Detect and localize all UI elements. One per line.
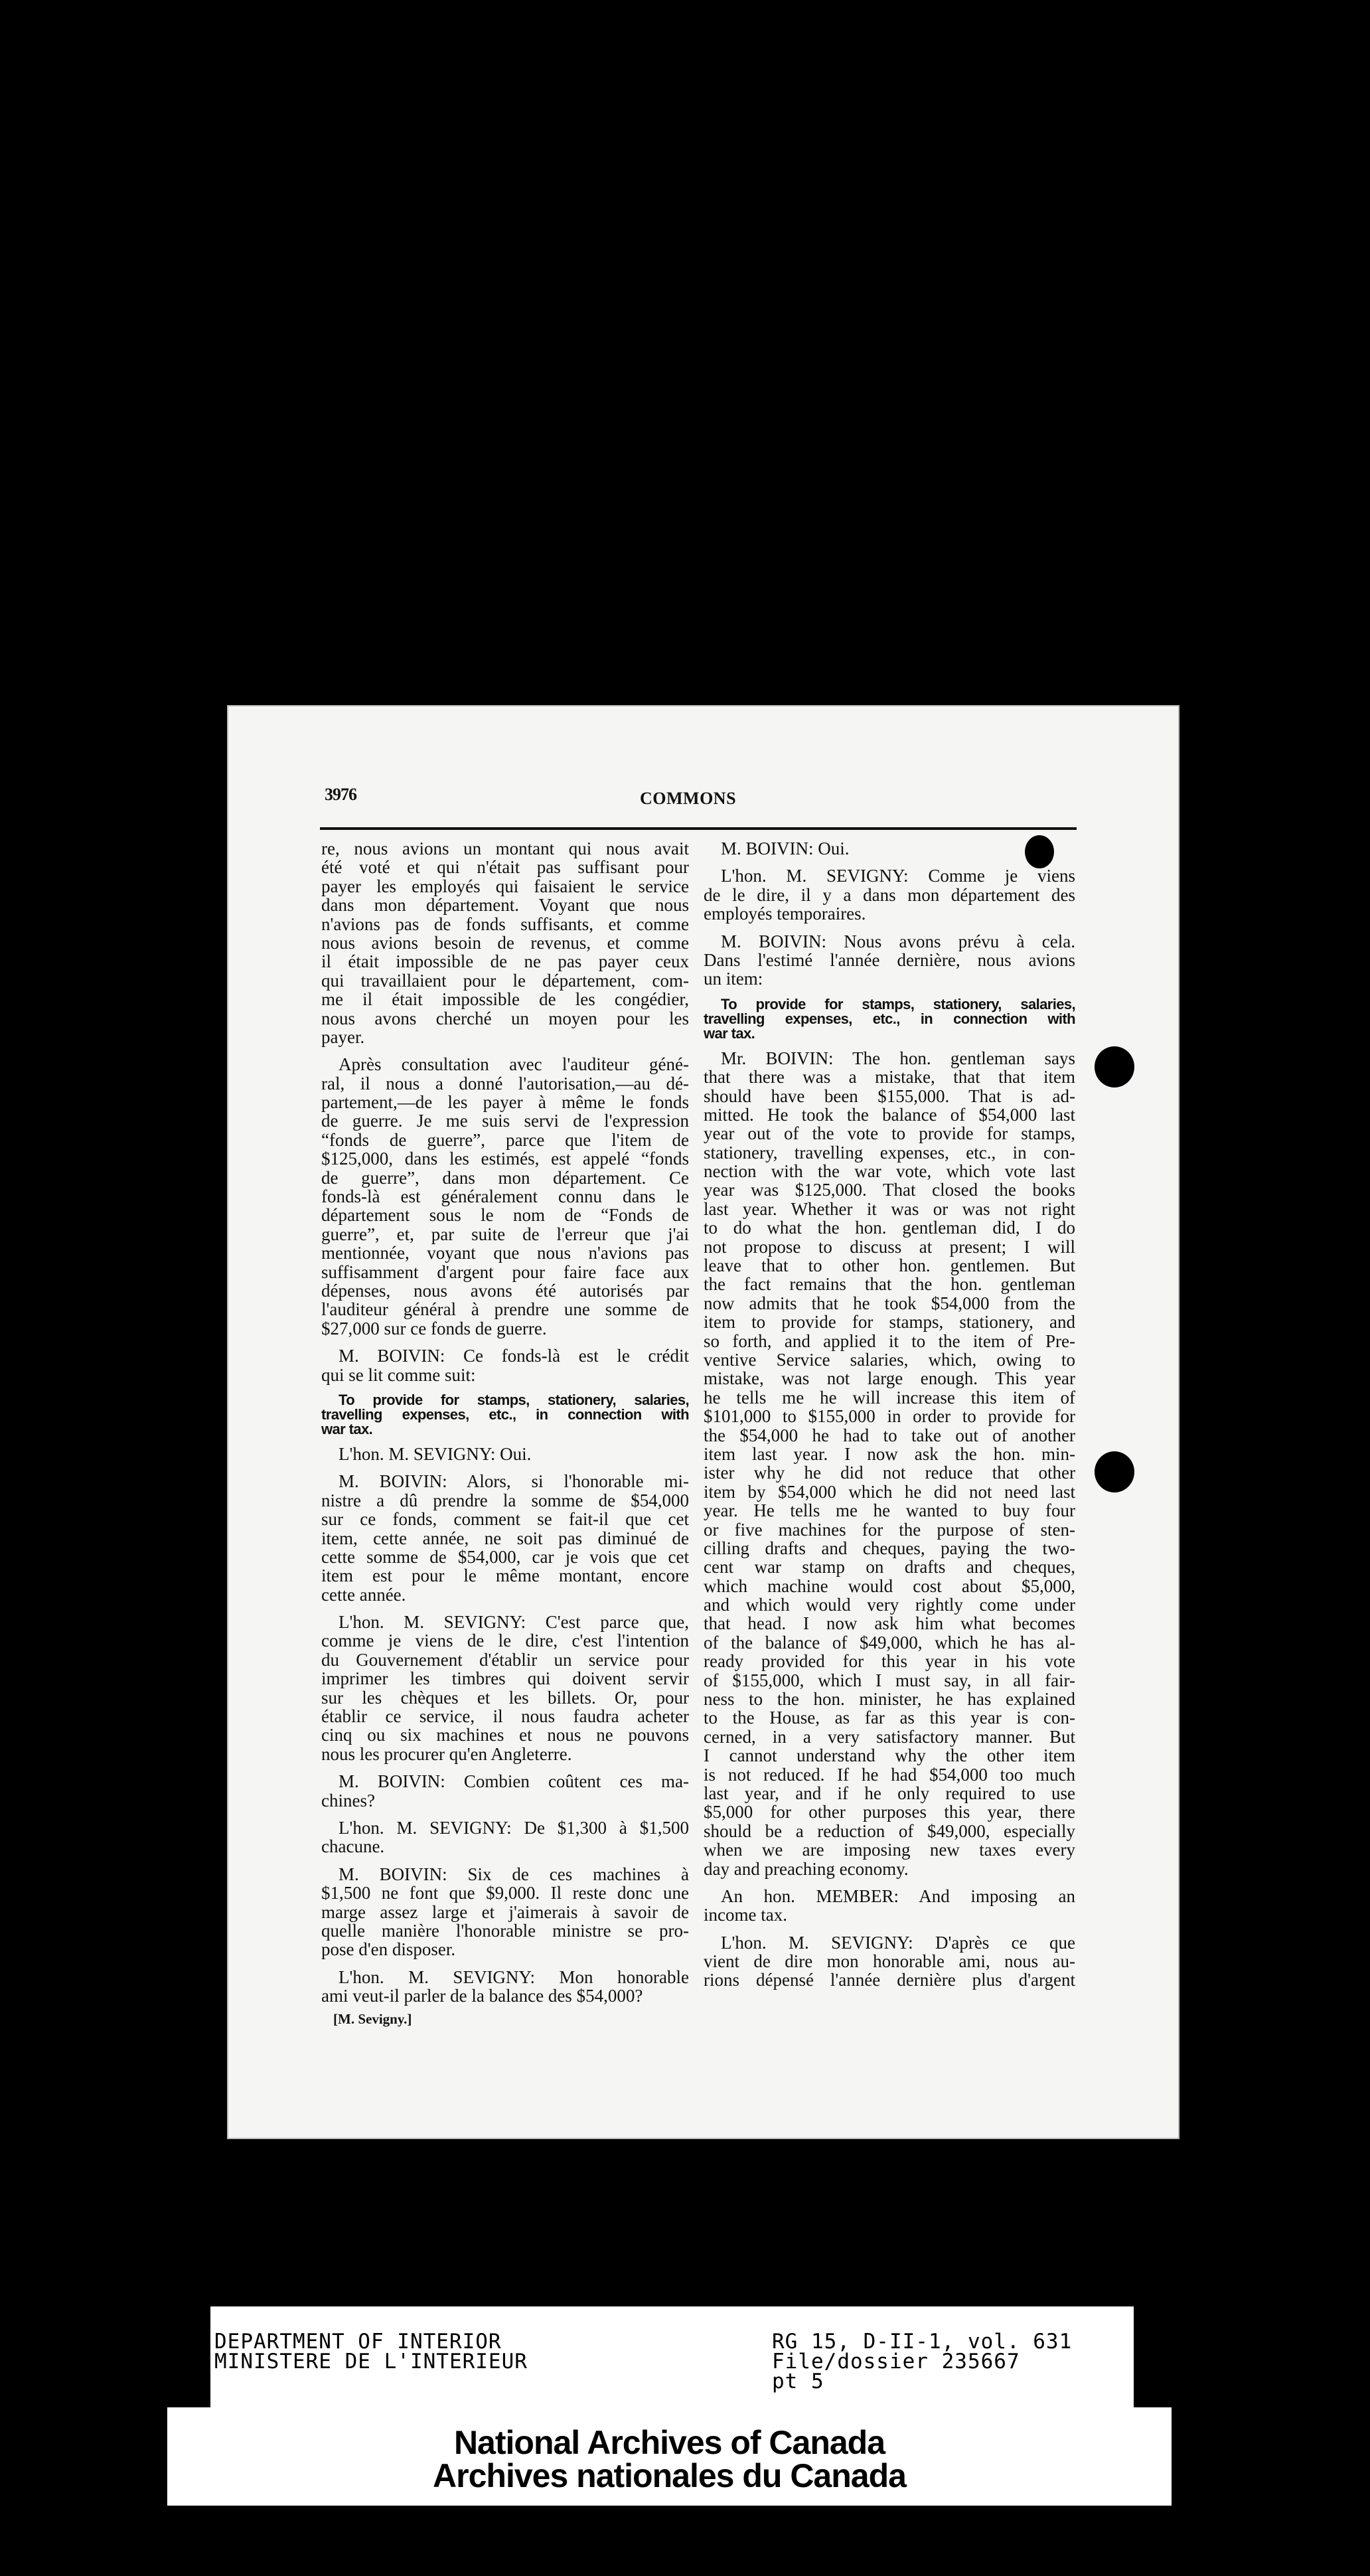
text-line: L'hon. M. SEVIGNY: Oui. bbox=[339, 1443, 532, 1464]
text-line: M. BOIVIN: Nous avons prévu à cela. bbox=[721, 931, 1075, 951]
paragraph bbox=[321, 1055, 689, 1338]
text-line: nection with the war vote, which vote last bbox=[704, 1161, 1075, 1182]
text-line: marge assez large et j'aimerais à savoir de bbox=[321, 1901, 689, 1922]
paragraph bbox=[321, 1613, 689, 1763]
banner-line-en: National Archives of Canada bbox=[453, 2424, 885, 2461]
text-line: L'hon. M. SEVIGNY: D'après ce que bbox=[721, 1932, 1075, 1953]
text-line: year was $125,000. That closed the books bbox=[704, 1180, 1075, 1200]
text-line: ister why he did not reduce that other bbox=[704, 1463, 1075, 1483]
text-line: travelling expenses, etc., in connection with bbox=[321, 1406, 689, 1423]
text-line: travelling expenses, etc., in connection with bbox=[704, 1010, 1075, 1027]
text-line: or five machines for the purpose of sten- bbox=[704, 1519, 1075, 1540]
archive-reference-label bbox=[210, 2306, 1134, 2407]
text-line: dépenses, nous avons été autorisés par bbox=[321, 1280, 689, 1301]
text-line: département sous le nom de “Fonds de bbox=[321, 1205, 689, 1226]
paragraph bbox=[704, 1933, 1075, 1990]
record-group-reference: RG 15, D-II-1, vol. 631 bbox=[772, 2330, 1073, 2354]
text-line: item to provide for stamps, stationery, and bbox=[704, 1312, 1075, 1332]
text-line: L'hon. M. SEVIGNY: Comme je viens bbox=[721, 866, 1075, 886]
text-line: item est pour le même montant, encore bbox=[321, 1566, 689, 1586]
text-line: Dans l'estimé l'année dernière, nous avions bbox=[704, 949, 1075, 970]
text-line: that there was a mistake, that that item bbox=[704, 1067, 1075, 1087]
text-line: of $155,000, which I must say, in all fair- bbox=[704, 1670, 1075, 1690]
text-line: fonds-là est généralement connu dans le bbox=[321, 1186, 689, 1207]
text-line: qui se lit comme suit: bbox=[321, 1364, 476, 1385]
paragraph bbox=[321, 839, 689, 1046]
text-line: year. He tells me he wanted to buy four bbox=[704, 1500, 1075, 1521]
paragraph bbox=[704, 1049, 1075, 1878]
paragraph bbox=[321, 1772, 689, 1810]
text-line: leave that to other hon. gentlemen. But bbox=[704, 1255, 1075, 1276]
speaker-footer-reference: [M. Sevigny.] bbox=[333, 2011, 412, 2028]
paragraph bbox=[704, 1887, 1075, 1925]
text-line: should be a reduction of $49,000, especially bbox=[704, 1820, 1075, 1841]
quoted-estimate-item bbox=[321, 1393, 689, 1437]
text-line: cette somme de $54,000, car je vois que cet bbox=[321, 1546, 689, 1567]
text-line: pose d'en disposer. bbox=[321, 1939, 456, 1960]
text-line: cerned, in a very satisfactory manner. But bbox=[704, 1726, 1075, 1747]
text-line: $125,000, dans les estimés, est appelé “fonds bbox=[321, 1149, 689, 1169]
text-line: that head. I now ask him what becomes bbox=[704, 1613, 1075, 1634]
text-line: which machine would cost about $5,000, bbox=[704, 1575, 1075, 1596]
text-line: imprimer les timbres qui doivent servir bbox=[321, 1668, 689, 1689]
text-line: stationery, travelling expenses, etc., in con- bbox=[704, 1142, 1075, 1163]
text-line: $101,000 to $155,000 in order to provide for bbox=[704, 1406, 1075, 1427]
text-line: cette année. bbox=[321, 1584, 406, 1605]
text-line: year out of the vote to provide for stamps, bbox=[704, 1123, 1075, 1144]
file-part: pt 5 bbox=[772, 2370, 824, 2393]
text-line: guerre”, et, par suite de l'erreur que j'ai bbox=[321, 1224, 689, 1244]
text-line: L'hon. M. SEVIGNY: C'est parce que, bbox=[339, 1612, 689, 1633]
text-line: “fonds de guerre”, parce que l'item de bbox=[321, 1129, 689, 1150]
text-line: income tax. bbox=[704, 1905, 787, 1925]
department-fr: MINISTERE DE L'INTERIEUR bbox=[214, 2350, 528, 2374]
text-line: the $54,000 he had to take out of another bbox=[704, 1425, 1075, 1445]
text-line: and which would very rightly come under bbox=[704, 1595, 1075, 1615]
text-line: $27,000 sur ce fonds de guerre. bbox=[321, 1318, 547, 1338]
paragraph bbox=[704, 932, 1075, 989]
text-line: comme je viens de le dire, c'est l'intention bbox=[321, 1631, 689, 1651]
text-line: of the balance of $49,000, which he has al- bbox=[704, 1632, 1075, 1652]
text-line: mentionnée, voyant que nous n'avions pas bbox=[321, 1243, 689, 1263]
text-line: nous avions besoin de revenus, et comme bbox=[321, 932, 689, 953]
text-line: M. BOIVIN: Combien coûtent ces ma- bbox=[339, 1771, 689, 1792]
text-line: chines? bbox=[321, 1790, 375, 1811]
left-column bbox=[321, 839, 689, 2028]
text-line: not propose to discuss at present; I will bbox=[704, 1236, 1075, 1257]
text-line: nous les procurer qu'en Angleterre. bbox=[321, 1743, 572, 1764]
text-line: to do what the hon. gentleman did, I do bbox=[704, 1218, 1075, 1238]
paragraph bbox=[321, 1968, 689, 2006]
text-line: suffisamment d'argent pour faire face aux bbox=[321, 1261, 689, 1282]
text-line: qui travaillaient pour le département, com- bbox=[321, 970, 689, 991]
text-line: M. BOIVIN: Oui. bbox=[721, 839, 850, 858]
text-line: now admits that he took $54,000 from the bbox=[704, 1293, 1075, 1313]
text-line: M. BOIVIN: Alors, si l'honorable mi- bbox=[339, 1471, 689, 1492]
file-number: File/dossier 235667 bbox=[772, 2350, 1020, 2374]
text-line: last year. Whether it was or was not right bbox=[704, 1198, 1075, 1219]
text-line: war tax. bbox=[321, 1420, 373, 1437]
page-number: 3976 bbox=[325, 785, 356, 804]
text-line: ventive Service salaries, which, owing to bbox=[704, 1349, 1075, 1370]
text-line: du Gouvernement d'établir un service pour bbox=[321, 1649, 689, 1670]
document-page bbox=[227, 705, 1180, 2139]
text-line: mitted. He took the balance of $54,000 last bbox=[704, 1104, 1075, 1125]
text-line: To provide for stamps, stationery, salaries, bbox=[339, 1391, 689, 1408]
right-column bbox=[704, 839, 1075, 1998]
text-line: sur les chèques et les billets. Or, pour bbox=[321, 1687, 689, 1708]
text-line: so forth, and applied it to the item of Pre- bbox=[704, 1330, 1075, 1351]
text-line: mistake, was not large enough. This year bbox=[704, 1368, 1075, 1389]
text-line: is not reduced. If he had $54,000 too much bbox=[704, 1764, 1075, 1785]
text-line: cent war stamp on drafts and cheques, bbox=[704, 1557, 1075, 1577]
text-line: établir ce service, il nous faudra acheter bbox=[321, 1706, 689, 1727]
text-line: de le dire, il y a dans mon département des bbox=[704, 884, 1075, 905]
text-line: Mr. BOIVIN: The hon. gentleman says bbox=[721, 1048, 1075, 1068]
archive-banner bbox=[167, 2407, 1172, 2506]
text-line: item, cette année, ne soit pas diminué de bbox=[321, 1528, 689, 1548]
text-line: cinq ou six machines et nous ne pouvons bbox=[321, 1725, 689, 1745]
punch-hole bbox=[1095, 1046, 1134, 1087]
text-line: nistre a dû prendre la somme de $54,000 bbox=[321, 1490, 689, 1510]
text-line: cilling drafts and cheques, paying the two- bbox=[704, 1538, 1075, 1558]
text-line: vient de dire mon honorable ami, nous au- bbox=[704, 1951, 1075, 1972]
text-line: should have been $155,000. That is ad- bbox=[704, 1086, 1075, 1106]
text-line: re, nous avions un montant qui nous avait bbox=[321, 839, 689, 858]
text-line: me il était impossible de les congédier, bbox=[321, 989, 689, 1010]
text-line: when we are imposing new taxes every bbox=[704, 1840, 1075, 1860]
text-line: de guerre. Je me suis servi de l'expression bbox=[321, 1111, 689, 1131]
running-head: COMMONS bbox=[640, 789, 737, 808]
text-line: quelle manière l'honorable ministre se pro- bbox=[321, 1920, 689, 1941]
text-line: M. BOIVIN: Six de ces machines à bbox=[339, 1864, 689, 1884]
text-line: I cannot understand why the other item bbox=[704, 1745, 1075, 1766]
text-line: payer les employés qui faisaient le service bbox=[321, 876, 689, 896]
text-line: payer. bbox=[321, 1026, 365, 1047]
paragraph bbox=[704, 839, 1075, 858]
text-line: last year, and if he only required to use bbox=[704, 1783, 1075, 1803]
text-line: item last year. I now ask the hon. min- bbox=[704, 1443, 1075, 1464]
text-line: ami veut-il parler de la balance des $54,000? bbox=[321, 1986, 643, 2006]
text-line: ness to the hon. minister, he has explained bbox=[704, 1689, 1075, 1710]
text-line: partement,—de les payer à même le fonds bbox=[321, 1092, 689, 1113]
text-line: To provide for stamps, stationery, salaries, bbox=[721, 995, 1075, 1012]
text-line: ready provided for this year in his vote bbox=[704, 1651, 1075, 1672]
text-line: day and preaching economy. bbox=[704, 1858, 909, 1879]
paragraph bbox=[321, 1818, 689, 1856]
text-line: n'avions pas de fonds suffisants, et comme bbox=[321, 914, 689, 934]
text-line: nous avons cherché un moyen pour les bbox=[321, 1008, 689, 1028]
text-line: Après consultation avec l'auditeur géné- bbox=[339, 1054, 689, 1075]
text-line: un item: bbox=[704, 969, 763, 989]
text-line: L'hon. M. SEVIGNY: Mon honorable bbox=[339, 1967, 689, 1987]
text-line: the fact remains that the hon. gentleman bbox=[704, 1274, 1075, 1295]
quoted-estimate-item bbox=[704, 997, 1075, 1041]
text-line: M. BOIVIN: Ce fonds-là est le crédit bbox=[339, 1346, 689, 1366]
paragraph bbox=[321, 1445, 689, 1463]
paragraph bbox=[321, 1346, 689, 1384]
header-rule bbox=[320, 827, 1077, 830]
text-line: he tells me he will increase this item of bbox=[704, 1387, 1075, 1408]
text-line: to the House, as far as this year is con- bbox=[704, 1708, 1075, 1728]
text-line: dans mon département. Voyant que nous bbox=[321, 895, 689, 916]
text-line: $5,000 for other purposes this year, there bbox=[704, 1802, 1075, 1822]
text-line: l'auditeur général à prendre une somme de bbox=[321, 1299, 689, 1320]
department-en: DEPARTMENT OF INTERIOR bbox=[214, 2330, 502, 2354]
text-line: employés temporaires. bbox=[704, 904, 866, 924]
paragraph bbox=[704, 866, 1075, 923]
text-line: sur ce fonds, comment se fait-il que cet bbox=[321, 1509, 689, 1530]
text-line: item by $54,000 which he did not need last bbox=[704, 1481, 1075, 1502]
text-line: An hon. MEMBER: And imposing an bbox=[721, 1886, 1075, 1906]
banner-line-fr: Archives nationales du Canada bbox=[433, 2457, 906, 2494]
paragraph bbox=[321, 1865, 689, 1959]
text-line: ral, il nous a donné l'autorisation,—au dé- bbox=[321, 1073, 689, 1093]
text-line: rions dépensé l'année dernière plus d'argent bbox=[704, 1970, 1075, 1990]
text-line: war tax. bbox=[704, 1024, 755, 1042]
punch-hole bbox=[1095, 1451, 1134, 1492]
text-line: chacune. bbox=[321, 1836, 385, 1857]
text-line: de guerre”, dans mon département. Ce bbox=[321, 1167, 689, 1188]
text-line: il était impossible de ne pas payer ceux bbox=[321, 951, 689, 972]
text-line: été voté et qui n'était pas suffisant pour bbox=[321, 857, 689, 878]
text-line: $1,500 ne font que $9,000. Il reste donc une bbox=[321, 1883, 689, 1903]
paragraph bbox=[321, 1472, 689, 1604]
text-line: L'hon. M. SEVIGNY: De $1,300 à $1,500 bbox=[339, 1817, 689, 1838]
